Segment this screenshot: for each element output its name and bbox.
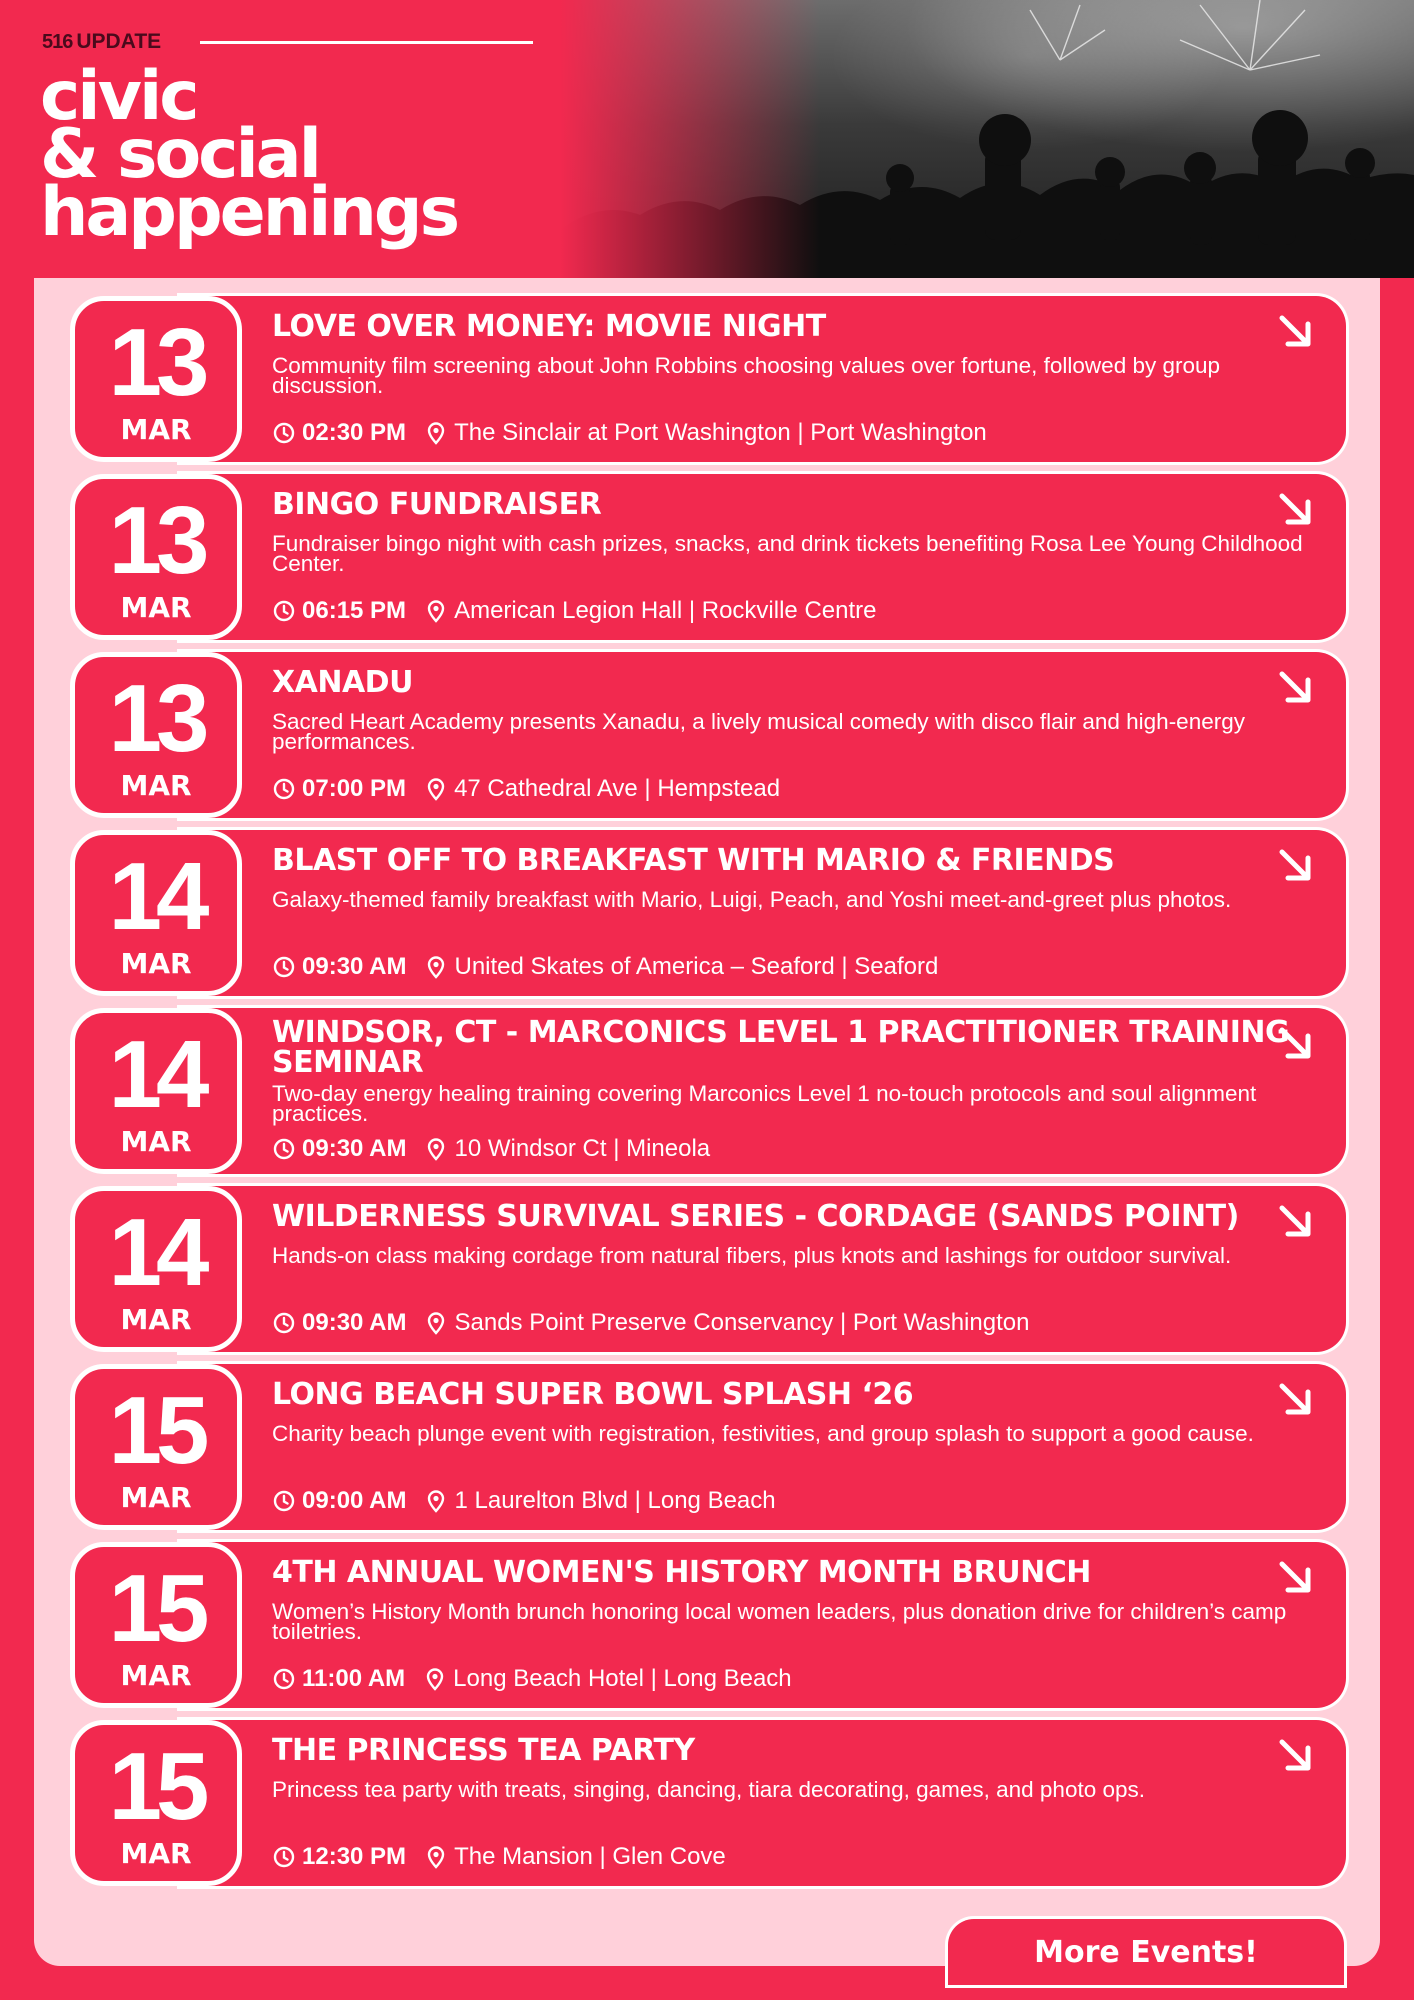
event-time: 06:15 PM <box>302 597 407 624</box>
photo-fade-overlay <box>560 0 820 278</box>
event-month: MAR <box>120 769 192 802</box>
event-day: 14 <box>108 843 204 950</box>
location-pin-icon <box>424 1137 448 1161</box>
more-events-button[interactable] <box>948 1919 1344 1985</box>
arrow-down-right-icon[interactable] <box>1276 1202 1316 1242</box>
brand-number: 516 <box>42 30 73 53</box>
event-day: 14 <box>108 1199 204 1306</box>
event-title[interactable]: BINGO FUNDRAISER <box>272 487 602 522</box>
arrow-down-right-icon[interactable] <box>1276 668 1316 708</box>
location-pin-icon <box>424 1845 448 1869</box>
event-location: 10 Windsor Ct | Mineola <box>454 1135 711 1162</box>
clock-icon <box>272 777 296 801</box>
arrow-down-right-icon[interactable] <box>1276 846 1316 886</box>
event-description: Community film screening about John Robbins choosing values over fortune, followed by group discussion. <box>272 353 1221 398</box>
event-time: 09:30 AM <box>302 1135 407 1162</box>
arrow-down-right-icon[interactable] <box>1276 312 1316 352</box>
page-title <box>40 57 560 252</box>
date-badge <box>70 1008 242 1174</box>
event-day: 15 <box>108 1555 204 1662</box>
event-title[interactable]: THE PRINCESS TEA PARTY <box>272 1733 695 1768</box>
title-line-2: & social <box>40 115 319 194</box>
event-title[interactable]: BLAST OFF TO BREAKFAST WITH MARIO & FRIENDS <box>272 843 1115 878</box>
event-meta <box>272 1486 776 1516</box>
event-description: Sacred Heart Academy presents Xanadu, a lively musical comedy with disco flair and high-energy performances. <box>272 709 1245 754</box>
event-location: Sands Point Preserve Conservancy | Port Washington <box>454 1309 1030 1336</box>
brand-logo <box>42 27 161 57</box>
event-month: MAR <box>120 1837 192 1870</box>
date-badge <box>70 830 242 996</box>
event-month: MAR <box>120 1303 192 1336</box>
event-title[interactable]: LONG BEACH SUPER BOWL SPLASH ‘26 <box>272 1377 914 1412</box>
event-meta <box>272 952 938 982</box>
event-meta <box>272 596 876 626</box>
event-description: Galaxy-themed family breakfast with Mario, Luigi, Peach, and Yoshi meet-and-greet plus photos. <box>272 887 1232 912</box>
date-badge <box>70 1186 242 1352</box>
event-title[interactable]: WILDERNESS SURVIVAL SERIES - CORDAGE (SANDS POINT) <box>272 1199 1239 1234</box>
event-description: Princess tea party with treats, singing, dancing, tiara decorating, games, and photo ops. <box>272 1777 1145 1802</box>
clock-icon <box>272 1667 296 1691</box>
arrow-down-right-icon[interactable] <box>1276 490 1316 530</box>
event-time: 09:30 AM <box>302 1309 407 1336</box>
location-pin-icon <box>424 777 448 801</box>
event-day: 13 <box>108 309 204 416</box>
event-location: The Mansion | Glen Cove <box>454 1843 726 1870</box>
event-card[interactable] <box>70 1008 1346 1174</box>
event-description: Fundraiser bingo night with cash prizes, snacks, and drink tickets benefiting Rosa Lee Young Childhood Center. <box>272 531 1303 576</box>
event-card[interactable] <box>70 652 1346 818</box>
location-pin-icon <box>424 1489 448 1513</box>
event-time: 11:00 AM <box>302 1665 406 1692</box>
event-card[interactable] <box>70 1364 1346 1530</box>
arrow-down-right-icon[interactable] <box>1276 1558 1316 1598</box>
arrow-down-right-icon[interactable] <box>1276 1024 1316 1064</box>
event-title[interactable]: 4TH ANNUAL WOMEN'S HISTORY MONTH BRUNCH <box>272 1555 1091 1590</box>
location-pin-icon <box>424 955 448 979</box>
event-time: 12:30 PM <box>302 1843 407 1870</box>
event-month: MAR <box>120 591 192 624</box>
event-title[interactable]: WINDSOR, CT - MARCONICS LEVEL 1 PRACTITIONER TRAINING SEMINAR <box>272 1015 1290 1080</box>
location-pin-icon <box>424 1311 448 1335</box>
event-card[interactable] <box>70 474 1346 640</box>
event-time: 09:30 AM <box>302 953 407 980</box>
location-pin-icon <box>424 421 448 445</box>
event-card[interactable] <box>70 296 1346 462</box>
event-time: 09:00 AM <box>302 1487 407 1514</box>
clock-icon <box>272 599 296 623</box>
date-badge <box>70 1720 242 1886</box>
event-month: MAR <box>120 1659 192 1692</box>
event-time: 07:00 PM <box>302 775 407 802</box>
title-line-1: civic <box>40 57 197 136</box>
location-pin-icon <box>424 599 448 623</box>
event-meta <box>272 1664 792 1694</box>
event-location: The Sinclair at Port Washington | Port Washington <box>454 419 987 446</box>
date-badge <box>70 474 242 640</box>
brand-divider <box>200 41 533 44</box>
event-day: 15 <box>108 1733 204 1840</box>
event-meta <box>272 1308 1029 1338</box>
event-description: Charity beach plunge event with registration, festivities, and group splash to support a good cause. <box>272 1421 1254 1446</box>
event-title[interactable]: LOVE OVER MONEY: MOVIE NIGHT <box>272 309 826 344</box>
event-day: 14 <box>108 1021 204 1128</box>
event-meta <box>272 1842 726 1872</box>
event-month: MAR <box>120 947 192 980</box>
event-meta <box>272 774 780 804</box>
arrow-down-right-icon[interactable] <box>1276 1380 1316 1420</box>
title-line-3: happenings <box>40 173 458 252</box>
clock-icon <box>272 955 296 979</box>
event-month: MAR <box>120 413 192 446</box>
arrow-down-right-icon[interactable] <box>1276 1736 1316 1776</box>
date-badge <box>70 652 242 818</box>
event-location: American Legion Hall | Rockville Centre <box>454 597 877 624</box>
date-badge <box>70 1542 242 1708</box>
event-card[interactable] <box>70 830 1346 996</box>
event-card[interactable] <box>70 1720 1346 1886</box>
date-badge <box>70 296 242 462</box>
clock-icon <box>272 1845 296 1869</box>
event-location: United Skates of America – Seaford | Seaford <box>454 953 939 980</box>
clock-icon <box>272 1137 296 1161</box>
event-meta <box>272 1134 710 1164</box>
event-location: 1 Laurelton Blvd | Long Beach <box>454 1487 776 1514</box>
event-description: Hands-on class making cordage from natural fibers, plus knots and lashings for outdoor survival. <box>272 1243 1232 1268</box>
event-time: 02:30 PM <box>302 419 407 446</box>
event-location: Long Beach Hotel | Long Beach <box>453 1665 792 1692</box>
event-description: Two-day energy healing training covering Marconics Level 1 no-touch protocols and soul alignment practices. <box>272 1081 1257 1126</box>
event-day: 13 <box>108 665 204 772</box>
event-day: 15 <box>108 1377 204 1484</box>
event-card[interactable] <box>70 1186 1346 1352</box>
event-month: MAR <box>120 1125 192 1158</box>
event-description: Women’s History Month brunch honoring local women leaders, plus donation drive for children’s camp toiletries. <box>272 1599 1287 1644</box>
clock-icon <box>272 421 296 445</box>
event-day: 13 <box>108 487 204 594</box>
more-events-label: More Events! <box>1034 1935 1258 1970</box>
event-location: 47 Cathedral Ave | Hempstead <box>454 775 781 802</box>
date-badge <box>70 1364 242 1530</box>
location-pin-icon <box>423 1667 447 1691</box>
event-month: MAR <box>120 1481 192 1514</box>
event-meta <box>272 418 987 448</box>
clock-icon <box>272 1311 296 1335</box>
header <box>0 0 1414 280</box>
event-title[interactable]: XANADU <box>272 665 413 700</box>
event-card[interactable] <box>70 1542 1346 1708</box>
clock-icon <box>272 1489 296 1513</box>
brand-word: UPDATE <box>76 30 162 53</box>
